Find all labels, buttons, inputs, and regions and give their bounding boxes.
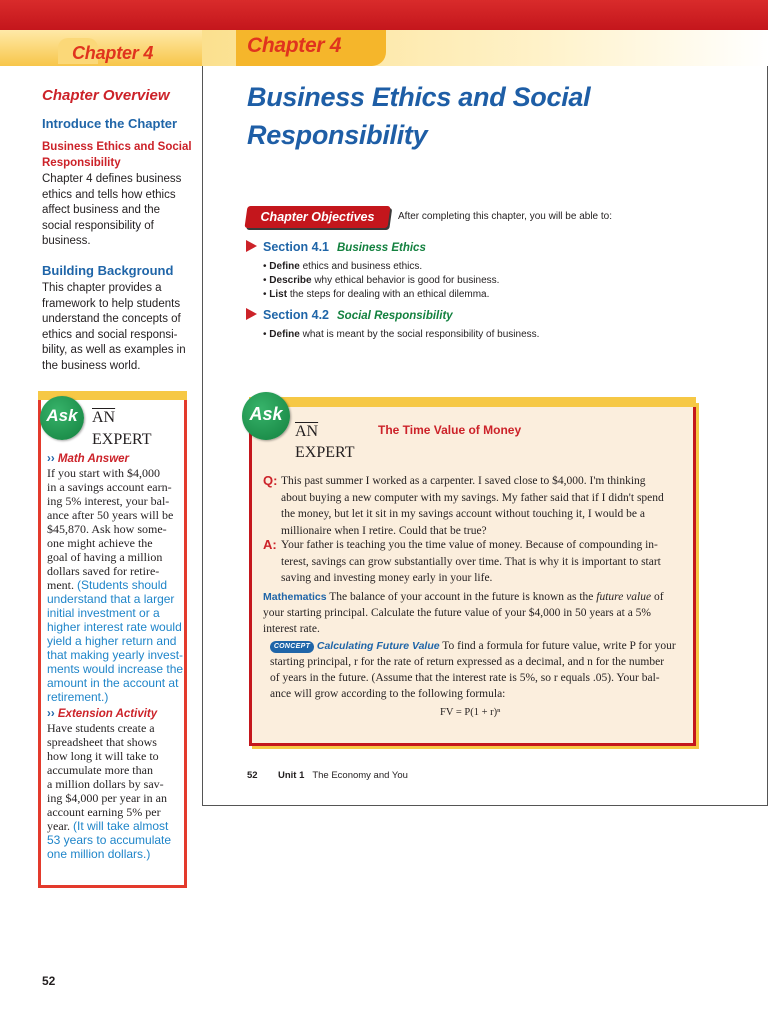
text-line: bility, as well as examples in: [42, 344, 186, 356]
text-line: in a savings account earn-: [47, 480, 172, 494]
text-line: goal of having a million: [47, 550, 163, 564]
objective-bullet: • Define ethics and business ethics.: [263, 261, 423, 272]
text-line: Chapter 4 defines business: [42, 173, 182, 185]
text-line: ethics and tells how ethics: [42, 188, 176, 201]
text-line: how long it will take to: [47, 749, 159, 763]
text-line: ance after 50 years will be: [47, 508, 174, 522]
text-line: ing $4,000 per year in an: [47, 791, 167, 805]
concept-paragraph: CONCEPT Calculating Future Value To find a formula for future value, write P for your starting principal, r for the rate of return expressed as a decimal, and n for the number of years in the future. (Assume that the interest rate is 5%, so r equals .05). Your bal- ance will grow according to the following formula:: [270, 640, 676, 700]
ask-expert-top-bar: [249, 397, 696, 407]
page-number: 52: [42, 974, 56, 988]
text-line: the business world.: [42, 359, 141, 372]
ask-badge: Ask: [40, 396, 84, 440]
objective-bullet: • Define what is meant by the social responsibility of business.: [263, 329, 540, 340]
extension-activity-label: ›› Extension Activity: [47, 708, 158, 720]
text-line: business.: [42, 235, 91, 247]
text-line: ethics and social responsi-: [42, 328, 178, 341]
answer-text: Your father is teaching you the time value of money. Because of compounding in- terest, savings can grow substantially over time. That is why it is important to start saving and investing money early in your life.: [281, 539, 661, 584]
answer-line: amount in the account at: [47, 676, 179, 690]
math-answer-block: [47, 452, 184, 861]
expert-word: EXPERT: [92, 431, 152, 448]
page-top-bar: [202, 0, 768, 30]
footer-unit: Unit 1 The Economy and You: [278, 770, 408, 781]
answer-line: yield a higher return and: [47, 634, 177, 648]
answer-line: understand that a larger: [47, 592, 175, 606]
question-label: Q:: [263, 473, 278, 488]
expert-an: $\overline{AN}$: [295, 423, 319, 440]
footer-page-number: 52: [247, 770, 258, 781]
answer-line: that making yearly invest-: [47, 648, 184, 662]
intro-body: [42, 172, 194, 250]
answer-line: one million dollars.): [47, 847, 151, 861]
chapter-overview-heading: Chapter Overview: [42, 87, 170, 104]
expert-an: $\overline{AN}$: [92, 409, 116, 426]
chapter-title: Business Ethics and Social Responsibility: [247, 82, 591, 150]
objective-bullet: • Describe why ethical behavior is good for business.: [263, 275, 500, 286]
text-line: a million dollars by sav-: [47, 777, 164, 791]
text-line: one might achieve the: [47, 536, 153, 550]
teacher-sidebar: [0, 0, 202, 1024]
chapter-label: Chapter 4: [247, 34, 342, 57]
text-line: understand the concepts of: [42, 313, 181, 325]
answer-label: A:: [263, 537, 277, 552]
introduce-chapter-heading: Introduce the Chapter: [42, 116, 178, 131]
question-text: This past summer I worked as a carpenter. I saved close to $4,000. I'm thinking about buying a new computer with my savings. My father said that if I didn't spend the money, but let it sit in my savings account without touching it, I would be a millionaire when I retire. Could that be true?: [281, 475, 664, 537]
intro-subheading: Business Ethics and Social Responsibility: [42, 141, 192, 169]
text-line: Have students create a: [47, 721, 155, 735]
answer-line: initial investment or a: [47, 606, 160, 620]
text-line: ing 5% interest, your bal-: [47, 494, 170, 508]
text-line: accumulate more than: [47, 763, 153, 777]
chevron-right-icon: ››: [47, 453, 55, 465]
section-4-2-heading: Section 4.2 Social Responsibility: [246, 308, 453, 322]
text-line: $45,870. Ask how some-: [47, 522, 167, 536]
mathematics-label: Mathematics: [263, 591, 327, 603]
mathematics-paragraph: Mathematics The balance of your account in the future is known as the future value of your starting principal. Calculate the future value of your $4,000 in 50 years at a 5% interest rate.: [263, 591, 664, 635]
math-answer-label: ›› Math Answer: [47, 453, 130, 465]
building-background-heading: Building Background: [42, 263, 174, 278]
future-value-formula: FV = P(1 + r)ⁿ: [440, 707, 501, 718]
text-line: If you start with $4,000: [47, 466, 160, 480]
ask-badge: Ask: [242, 392, 290, 440]
triangle-bullet-icon: [246, 240, 257, 252]
concept-badge: CONCEPT: [270, 641, 314, 653]
text-line: dollars saved for retire-: [47, 564, 160, 578]
concept-label: Calculating Future Value: [316, 640, 440, 652]
text-line: year. (It will take almost: [47, 819, 169, 833]
answer-line: retirement.): [47, 690, 109, 704]
expert-word: EXPERT: [295, 444, 355, 461]
building-background-body: [42, 281, 194, 374]
chapter-objectives-badge: Chapter Objectives: [244, 206, 390, 228]
answer-line: 53 years to accumulate: [47, 833, 172, 847]
text-line: This chapter provides a: [42, 282, 162, 294]
text-line: spreadsheet that shows: [47, 735, 157, 749]
ask-expert-title: The Time Value of Money: [378, 423, 522, 437]
sidebar-chapter-label: Chapter 4: [72, 43, 154, 63]
objective-bullet: • List the steps for dealing with an ethical dilemma.: [263, 289, 490, 300]
answer-line: ments would increase the: [47, 662, 184, 676]
chevron-right-icon: ››: [47, 708, 55, 720]
objectives-intro: After completing this chapter, you will be able to:: [398, 211, 613, 222]
section-4-1-heading: Section 4.1 Business Ethics: [246, 240, 426, 254]
triangle-bullet-icon: [246, 308, 257, 320]
text-line: ment. (Students should: [47, 578, 168, 592]
answer-line: higher interest rate would: [47, 620, 182, 634]
text-line: social responsibility of: [42, 219, 154, 232]
sidebar-top-bar: [0, 0, 202, 30]
text-line: framework to help students: [42, 297, 181, 310]
text-line: account earning 5% per: [47, 805, 161, 819]
text-line: affect business and the: [42, 204, 161, 216]
